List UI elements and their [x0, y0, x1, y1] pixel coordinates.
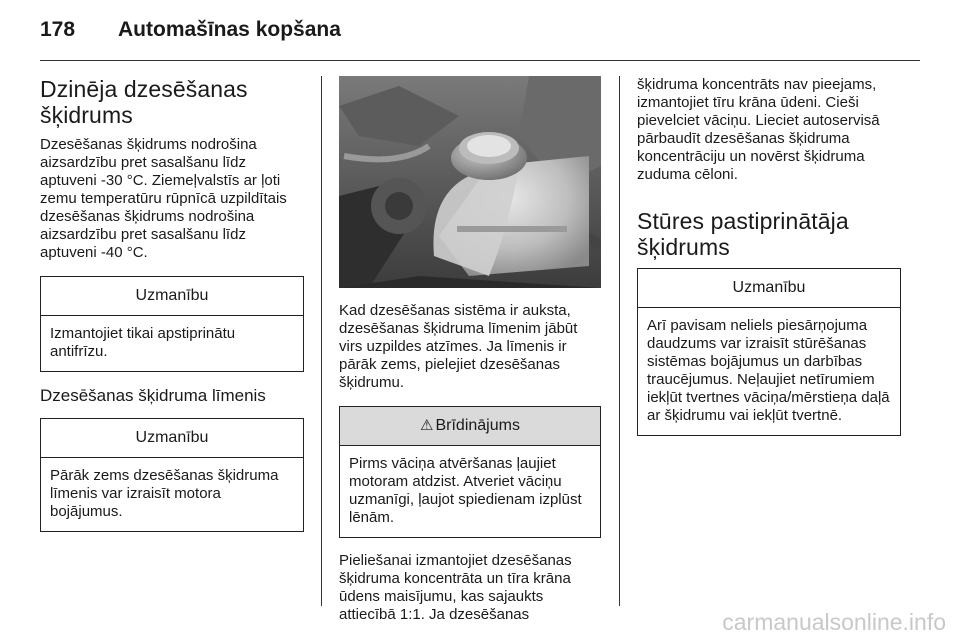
column-1 [40, 76, 304, 532]
warning-triangle-icon: ⚠ [420, 417, 434, 434]
subheading-coolant-level: Dzesēšanas šķidruma līmenis [40, 386, 266, 405]
page-number: 178 [40, 18, 76, 41]
caution-text: Arī pavisam neliels piesārņojuma daudzums var izraisīt stūrēšanas sistēmas bojājumus un darbības traucējumus. Neļaujiet netīrumiem iekļūt tvertnes vāciņa/mērstieņa daļā ar šķidrumu vai iekļūt tvertnē. [647, 317, 890, 424]
caution-box [637, 268, 901, 436]
warning-text: Pirms vāciņa atvēršanas ļaujiet motoram atdzist. Atveriet vāciņu uzmanīgi, ļaujot spiedienam izplūst lēnām. [349, 455, 582, 526]
warning-title: Brīdinājums [435, 417, 520, 434]
caution-text: Pārāk zems dzesēšanas šķidruma līmenis var izraisīt motora bojājumus. [50, 467, 279, 520]
section-heading-coolant: Dzinēja dzesēšanas šķidrums [40, 76, 248, 128]
caution-title: Uzmanību [41, 277, 303, 316]
coolant-continued-paragraph: šķidruma koncentrāts nav pieejams, izmantojiet tīru krāna ūdeni. Cieši pievelciet vāciņu. Lieciet autoservisā pārbaudīt dzesēšanas šķidruma koncentrāciju un novērst šķidruma zuduma cēloni. [637, 76, 880, 183]
coolant-reservoir-photo [339, 76, 601, 288]
coolant-mix-paragraph: Pieliešanai izmantojiet dzesēšanas šķidruma koncentrāta un tīra krāna ūdens maisījumu, kas sajaukts attiecībā 1:1. Ja dzesēšanas [339, 552, 572, 623]
caution-title: Uzmanību [638, 269, 900, 308]
warning-header [340, 407, 600, 446]
header-rule [40, 60, 920, 61]
column-2 [339, 76, 601, 624]
column-divider [619, 76, 620, 606]
caution-box [40, 276, 304, 372]
caution-box [40, 418, 304, 532]
warning-box [339, 406, 601, 538]
running-title: Automašīnas kopšana [118, 18, 341, 41]
caution-text: Izmantojiet tikai apstiprinātu antifrīzu. [50, 325, 236, 360]
column-divider [321, 76, 322, 606]
column-3 [637, 76, 901, 436]
caution-title: Uzmanību [41, 419, 303, 458]
page-header [40, 18, 920, 52]
coolant-level-paragraph: Kad dzesēšanas sistēma ir auksta, dzesēšanas šķidruma līmenim jābūt virs uzpildes atzīmes. Ja līmenis ir pārāk zems, pielejiet dzesēšanas šķidrumu. [339, 302, 578, 391]
watermark: carmanualsonline.info [722, 609, 946, 635]
coolant-intro-paragraph: Dzesēšanas šķidrums nodrošina aizsardzību pret sasalšanu līdz aptuveni -30 °C. Ziemeļvalstīs ar ļoti zemu temperatūru rūpnīcā uzpildītais dzesēšanas šķidrums nodrošina aizsardzību pret sasalšanu līdz aptuveni -40 °C. [40, 136, 287, 261]
section-heading-power-steering: Stūres pastiprinātāja šķidrums [637, 208, 849, 260]
